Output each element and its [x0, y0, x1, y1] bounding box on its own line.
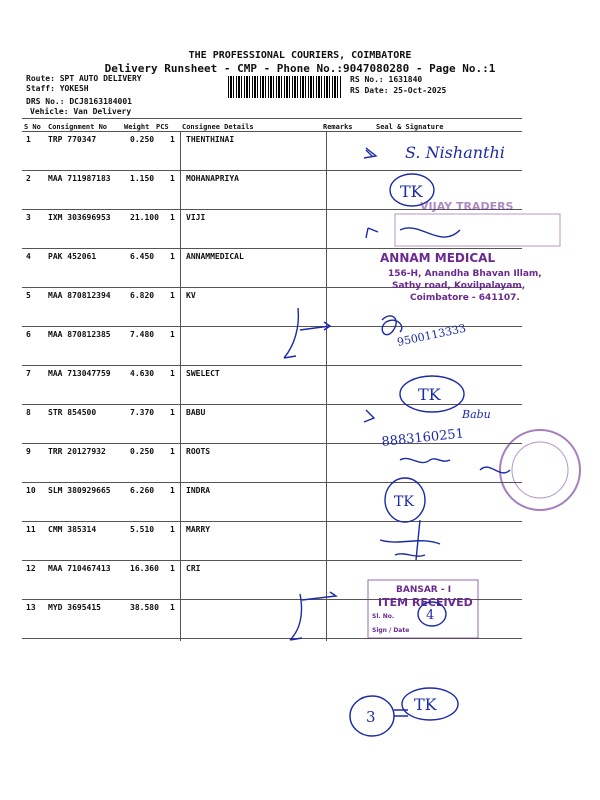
row5-signature [382, 316, 402, 335]
row-consignee: CRI [186, 564, 201, 573]
row-pcs: 1 [170, 564, 175, 573]
row-consignment-no: TRR 20127932 [48, 447, 106, 456]
row-consignment-no: IXM 303696953 [48, 213, 111, 222]
row-weight: 7.370 [130, 408, 155, 417]
annam-stamp-name: ANNAM MEDICAL [380, 251, 496, 265]
row-consignment-no: TRP 770347 [48, 135, 97, 144]
staff-label: Staff: YOKESH [26, 84, 89, 93]
col-header-seal: Seal & Signature [376, 123, 444, 131]
col-header-consignment: Consignment No [48, 123, 108, 131]
row-consignee: ROOTS [186, 447, 211, 456]
row-weight: 6.260 [130, 486, 155, 495]
row-weight: 6.820 [130, 291, 155, 300]
col-header-weight: Weight [124, 123, 150, 131]
document-title: THE PROFESSIONAL COURIERS, COIMBATORE [188, 50, 412, 61]
handwritten-tk-3: TK [394, 494, 414, 510]
row-weight: 16.360 [130, 564, 159, 573]
row-weight: 0.250 [130, 447, 155, 456]
row11-signature [380, 520, 440, 560]
row-consignee: VIJI [186, 213, 206, 222]
row-pcs: 1 [170, 447, 175, 456]
row-consignee: THENTHINAI [186, 135, 235, 144]
rs-number: RS No.: 1631840 [350, 75, 423, 84]
row-consignee: ANNAMMEDICAL [186, 252, 244, 261]
item-received-main: ITEM RECEIVED [378, 596, 473, 609]
row-consignee: MOHANAPRIYA [186, 174, 239, 183]
annam-stamp-addr3: Coimbatore - 641107. [410, 293, 520, 303]
row-consignment-no: MYD 3695415 [48, 603, 101, 612]
item-received-sl: Sl. No. [372, 613, 395, 620]
route-label: Route: SPT AUTO DELIVERY [26, 74, 142, 83]
rs-date: RS Date: 25-Oct-2025 [350, 86, 447, 95]
item-received-top: BANSAR - I [396, 585, 452, 595]
row-consignee: KV [186, 291, 196, 300]
row-sno: 12 [26, 564, 36, 573]
row-consignment-no: MAA 713047759 [48, 369, 111, 378]
row-weight: 4.630 [130, 369, 155, 378]
row-sno: 8 [26, 408, 31, 417]
row-pcs: 1 [170, 330, 175, 339]
bracket-rows-5-6 [284, 308, 330, 358]
col-header-pcs: PCS [156, 123, 169, 131]
row-weight: 0.250 [130, 135, 155, 144]
row-sno: 9 [26, 447, 31, 456]
row-consignment-no: MAA 870812394 [48, 291, 111, 300]
row-weight: 7.480 [130, 330, 155, 339]
row-sno: 13 [26, 603, 36, 612]
row-pcs: 1 [170, 486, 175, 495]
handwritten-phone-2: 8883160251 [380, 426, 465, 450]
annam-stamp-addr1: 156-H, Anandha Bhavan Illam, [388, 269, 542, 279]
row-consignment-no: SLM 380929665 [48, 486, 111, 495]
row3-scribble [366, 228, 460, 238]
annam-stamp-addr2: Sathy road, Kovilpalayam, [392, 281, 526, 291]
row-consignment-no: MAA 710467413 [48, 564, 111, 573]
handwritten-tk-4: TK [414, 695, 437, 714]
row-pcs: 1 [170, 408, 175, 417]
handwritten-num-4: 4 [426, 608, 435, 623]
row-weight: 5.510 [130, 525, 155, 534]
roots-stamp-inner [512, 442, 568, 498]
row-consignment-no: MAA 711987183 [48, 174, 111, 183]
row-weight: 6.450 [130, 252, 155, 261]
vehicle-label: Vehicle: Van Delivery [30, 107, 132, 116]
row-pcs: 1 [170, 213, 175, 222]
row-pcs: 1 [170, 291, 175, 300]
drs-number: DRS No.: DCJ8163184001 [26, 97, 132, 106]
row-sno: 2 [26, 174, 31, 183]
row-weight: 38.580 [130, 603, 159, 612]
vijay-stamp-name: VIJAY TRADERS [420, 200, 514, 213]
row-pcs: 1 [170, 135, 175, 144]
handwritten-signature-1: S. Nishanthi [405, 143, 505, 162]
tick-mark-2 [364, 410, 374, 422]
row-sno: 6 [26, 330, 31, 339]
row-sno: 10 [26, 486, 36, 495]
handwritten-phone-1: 9500113333 [395, 321, 468, 349]
row-sno: 7 [26, 369, 31, 378]
row9-signature [400, 458, 510, 472]
row-sno: 4 [26, 252, 31, 261]
col-header-sno: S No [24, 123, 41, 131]
handwritten-tk-1: TK [400, 182, 423, 201]
row-consignment-no: PAK 452061 [48, 252, 97, 261]
row-pcs: 1 [170, 603, 175, 612]
row-sno: 11 [26, 525, 36, 534]
document-subtitle: Delivery Runsheet - CMP - Phone No.:9047080280 - Page No.:1 [104, 62, 496, 75]
row-pcs: 1 [170, 369, 175, 378]
row-weight: 21.100 [130, 213, 159, 222]
row-sno: 3 [26, 213, 31, 222]
row-consignment-no: STR 854500 [48, 408, 97, 417]
row-pcs: 1 [170, 252, 175, 261]
handwritten-num-3: 3 [366, 708, 376, 726]
row-consignment-no: CMM 385314 [48, 525, 97, 534]
handwritten-tk-2: TK [418, 385, 441, 404]
row-consignee: BABU [186, 408, 206, 417]
row-pcs: 1 [170, 525, 175, 534]
bracket-rows-12-13 [290, 592, 336, 640]
row-consignee: SWELECT [186, 369, 220, 378]
tick-mark [364, 148, 376, 158]
row-consignee: MARRY [186, 525, 211, 534]
row-sno: 5 [26, 291, 31, 300]
row-weight: 1.150 [130, 174, 155, 183]
handwritten-babu: Babu [462, 408, 491, 421]
row-sno: 1 [26, 135, 31, 144]
item-received-sign: Sign / Date [372, 627, 410, 634]
col-header-consignee: Consignee Details [182, 123, 254, 131]
row-consignment-no: MAA 870812385 [48, 330, 111, 339]
row-consignee: INDRA [186, 486, 211, 495]
col-header-remarks: Remarks [323, 123, 353, 131]
row-pcs: 1 [170, 174, 175, 183]
